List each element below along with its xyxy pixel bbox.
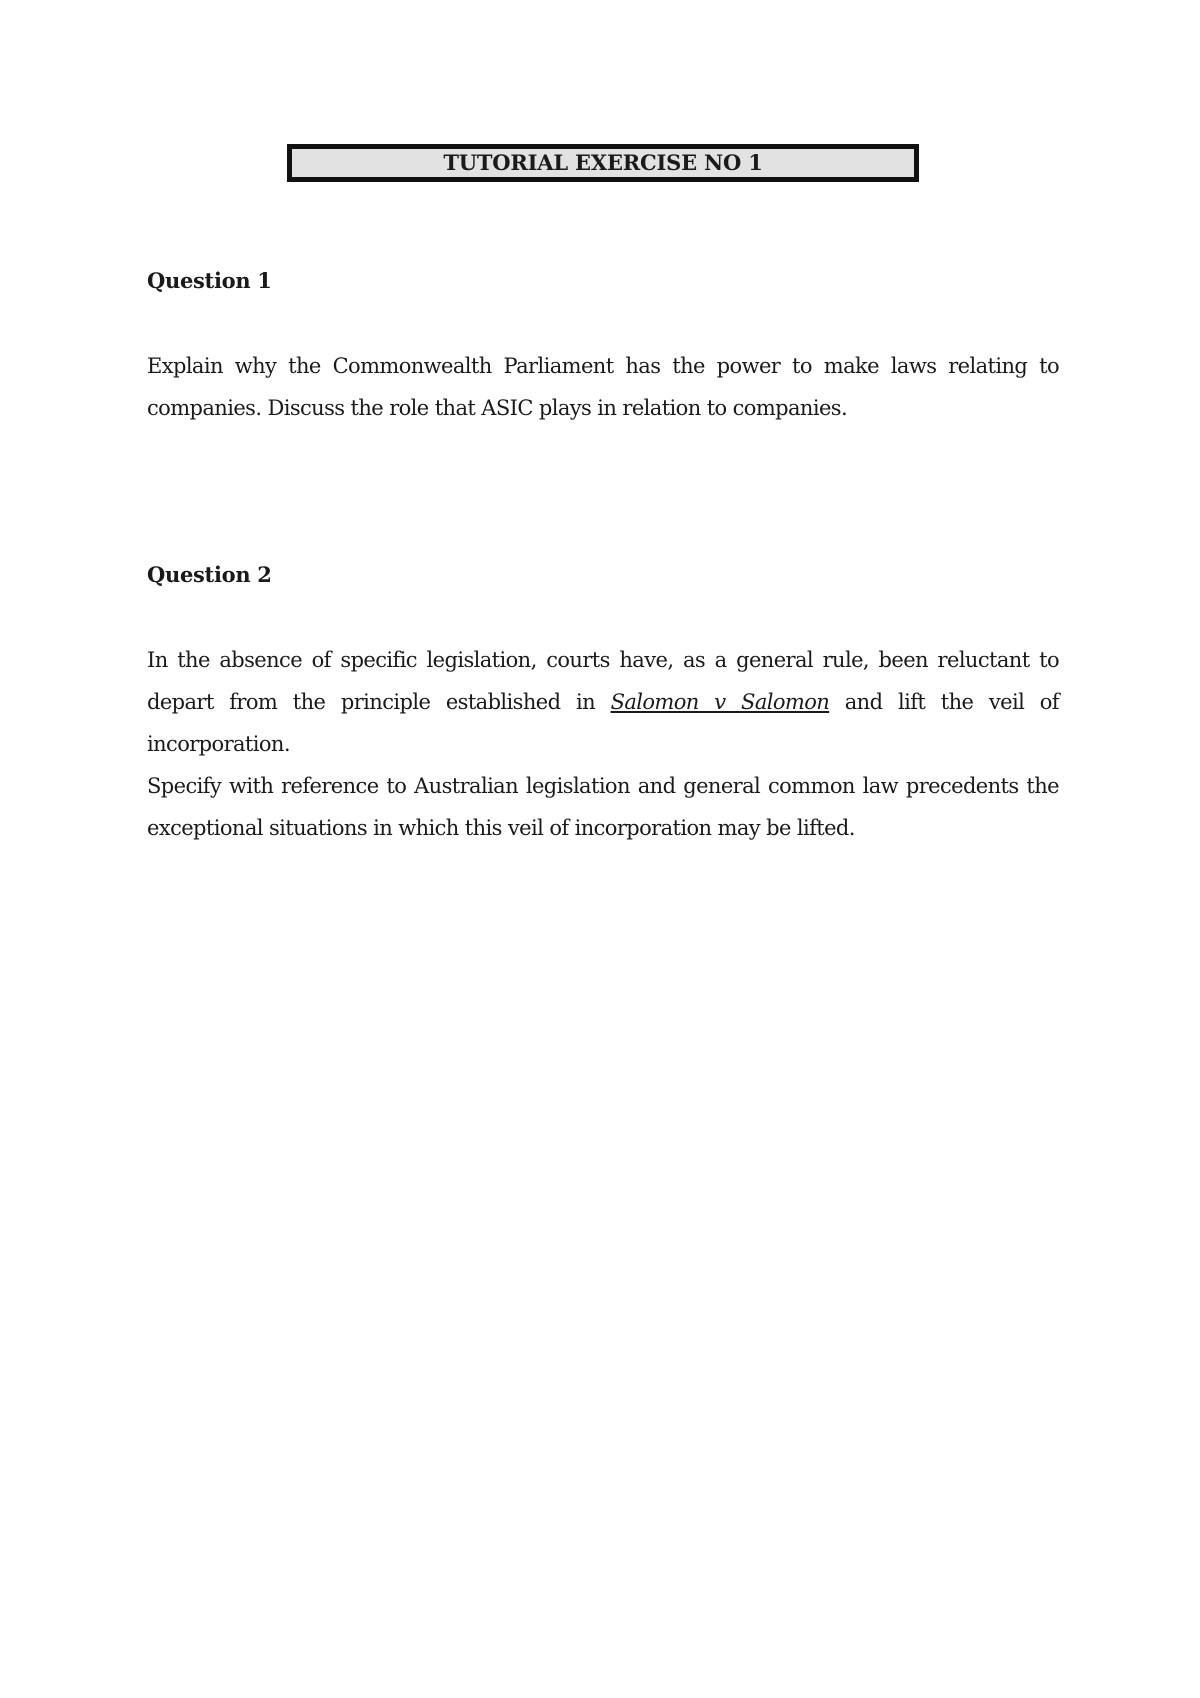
page-title-box bbox=[287, 144, 919, 182]
question-2-paragraph-1-end: and lift the veil of incorporation. bbox=[147, 690, 1059, 756]
question-2-paragraph-2: Specify with reference to Australian legislation and general common law precedents the exceptional situations in which this veil of incorporation may be lifted. bbox=[147, 774, 1059, 840]
page-title: TUTORIAL EXERCISE NO 1 bbox=[443, 150, 763, 175]
question-2-heading: Question 2 bbox=[147, 562, 272, 587]
question-2-paragraph-1-start: In the absence of specific legislation, courts have, as a general rule, been reluctant to depart from the principle established in bbox=[147, 648, 1059, 714]
case-citation: Salomon v Salomon bbox=[610, 690, 830, 714]
question-2-paragraph-1 bbox=[147, 639, 1059, 765]
question-1-text: Explain why the Commonwealth Parliament has the power to make laws relating to companies. Discuss the role that ASIC plays in relation to companies. bbox=[147, 354, 1059, 420]
question-1-heading: Question 1 bbox=[147, 268, 272, 293]
